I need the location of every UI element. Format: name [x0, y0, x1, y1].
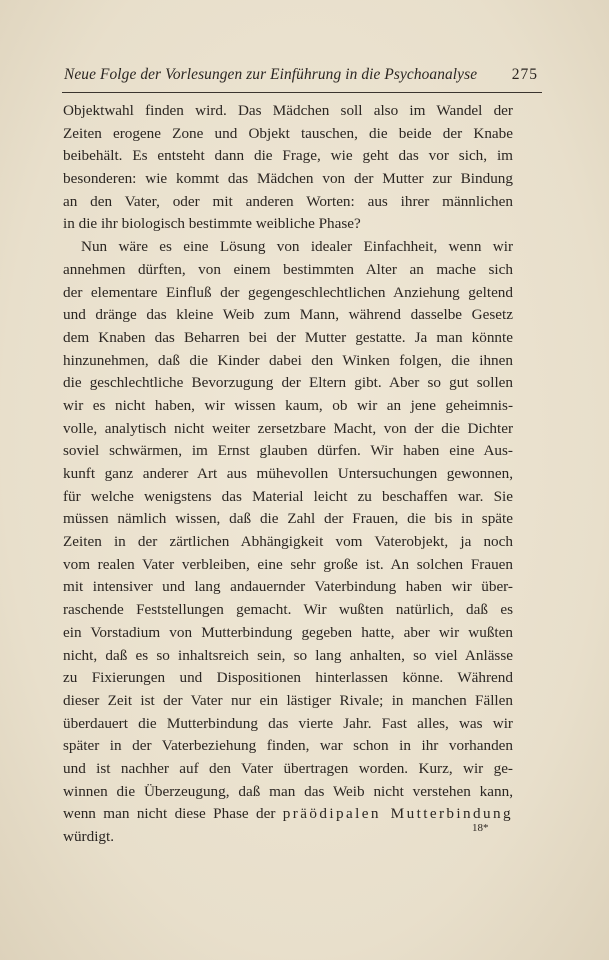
running-title: Neue Folge der Vorlesungen zur Einführung in die Psychoanalyse	[64, 66, 478, 83]
text-line: überdauert die Mutterbindung das vierte Jahr. Fast alles, was wir	[63, 714, 513, 732]
text-line: Nun wäre es eine Lösung von idealer Einfachheit, wenn wir	[81, 238, 513, 256]
text-line: winnen die Überzeugung, daß man das Weib nicht verstehen kann,	[63, 782, 513, 800]
text-line: hinzunehmen, daß die Kinder dabei den Winken folgen, die ihnen	[63, 351, 513, 369]
header-rule	[62, 92, 542, 93]
text-line: an den Vater, oder mit anderen Worten: aus ihrer männlichen	[63, 192, 513, 210]
text-line: nicht, daß es so inhaltsreich sein, so lang anhalten, so viel Anlässe	[63, 646, 513, 664]
text-line: der elementare Einfluß der gegengeschlechtlichen Anziehung geltend	[63, 283, 513, 301]
text-line: und dränge das kleine Weib zum Mann, während dasselbe Gesetz	[63, 306, 513, 324]
text-line: Zeiten erogene Zone und Objekt tauschen, die beide der Knabe	[63, 124, 513, 142]
signature-mark: 18*	[472, 822, 489, 834]
text-line: annehmen dürften, von einem bestimmten Alter an mache sich	[63, 260, 513, 278]
text-line: vom realen Vater verbleiben, eine sehr große ist. An solchen Frauen	[63, 555, 513, 573]
text-line: würdigt.	[63, 828, 115, 845]
body-text	[63, 100, 513, 849]
text-line: mit intensiver und lang andauernder Vaterbindung haben wir über-	[63, 578, 513, 596]
text-line	[63, 803, 513, 826]
text-line: für welche wenigstens das Material leicht zu beschaffen war. Sie	[63, 487, 513, 505]
text-line: soviel schwärmen, im Ernst glauben dürfen. Wir haben eine Aus-	[63, 442, 513, 460]
text-line: später in der Vaterbeziehung finden, war schon in ihr vorhanden	[63, 737, 513, 755]
text-line: besonderen: wie kommt das Mädchen von der Mutter zur Bindung	[63, 170, 513, 188]
page-number: 275	[511, 66, 538, 83]
text-line: Objektwahl finden wird. Das Mädchen soll also im Wandel der	[63, 102, 513, 119]
text-line: zu Fixierungen und Dispositionen hinterlassen könne. Während	[63, 669, 513, 687]
text-line: in die ihr biologisch bestimmte weibliche Phase?	[63, 215, 361, 233]
text-line: dieser Zeit ist der Vater nur ein lästiger Rivale; in manchen Fällen	[63, 691, 513, 709]
text-line: beibehält. Es entsteht dann die Frage, wie geht das vor sich, im	[63, 147, 513, 165]
text-line: und ist nachher auf den Vater übertragen worden. Kurz, wir ge-	[63, 759, 513, 777]
text-line: Zeiten in der zärtlichen Abhängigkeit vom Vaterobjekt, ja noch	[63, 533, 513, 551]
text-line: volle, analytisch nicht weiter zersetzbare Macht, von der die Dichter	[63, 419, 513, 437]
text-line: müssen nämlich wissen, daß die Zahl der Frauen, die bis in späte	[63, 510, 513, 528]
text-line: dem Knaben das Beharren bei der Mutter gestatte. Ja man könnte	[63, 328, 513, 346]
text-line: wir es nicht haben, wir wissen kaum, ob wir an jene geheimnis-	[63, 396, 513, 414]
text-line: ein Vorstadium von Mutterbindung gegeben hatte, aber wir wußten	[63, 623, 513, 641]
text-line-prefix: wenn man nicht diese Phase der	[63, 805, 283, 823]
text-line: kunft ganz anderer Art aus mühevollen Untersuchungen gewonnen,	[63, 465, 513, 482]
page-header	[62, 66, 542, 88]
emphasized-term: präödipalen Mutterbindung	[282, 805, 513, 823]
text-line: raschende Feststellungen gemacht. Wir wußten natürlich, daß es	[63, 601, 513, 619]
text-line: die geschlechtliche Bevorzugung der Eltern gibt. Aber so gut sollen	[63, 374, 513, 392]
